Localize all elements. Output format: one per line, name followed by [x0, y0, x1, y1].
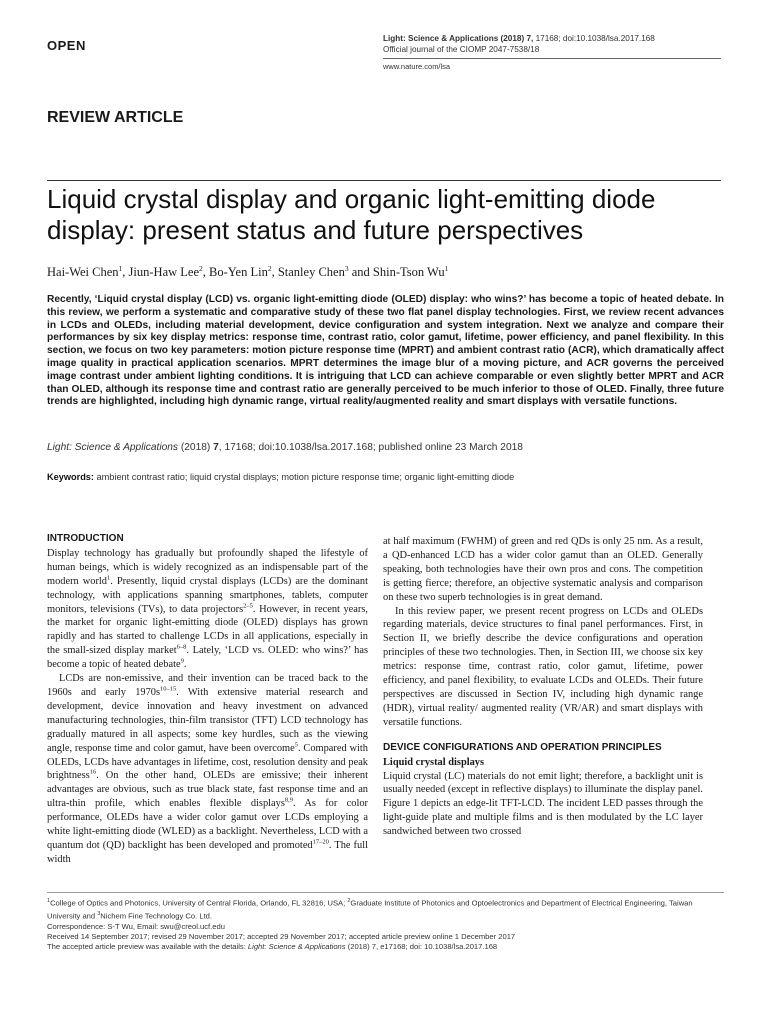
- author-affiliation-marker: 2: [199, 264, 203, 273]
- open-access-label: OPEN: [47, 38, 86, 53]
- preview-note: [47, 942, 727, 952]
- preview-prefix: The accepted article preview was available with the details:: [47, 942, 248, 952]
- section-heading-device: DEVICE CONFIGURATIONS AND OPERATION PRINCIPLES: [383, 741, 662, 753]
- reference-superscript: 16: [89, 768, 97, 776]
- author-name: Jiun-Haw Lee: [128, 265, 200, 280]
- citation-line: [47, 442, 724, 455]
- reference-superscript: 6–8: [176, 643, 187, 651]
- reference-superscript: 8,9: [284, 796, 294, 804]
- reference-superscript: 9: [180, 657, 184, 665]
- citation-volume: 7: [213, 442, 219, 453]
- preview-rest: (2018) 7, e17168; doi: 10.1038/lsa.2017.168: [345, 942, 498, 952]
- journal-official-line: Official journal of the CIOMP 2047-7538/18: [383, 45, 540, 54]
- preview-journal: Light: Science & Applications: [247, 942, 346, 952]
- journal-doi: 17168; doi:10.1038/lsa.2017.168: [533, 34, 655, 43]
- reference-superscript: 1: [47, 898, 51, 904]
- article-type-label: REVIEW ARTICLE: [47, 109, 184, 126]
- author-affiliation-marker: 1: [444, 264, 449, 273]
- affiliations-note: $^1$College of Optics and Photonics, University of Central Florida, Orlando, FL 32816, USA; $^2$Graduate Institute of Photonics and Optoelectronics and Department of Electrical Engineering, Taiwan University and $^3$Nichem Fine Technology Co. Ltd.: [47, 898, 693, 921]
- citation-year: (2018): [178, 442, 214, 453]
- reference-superscript: 17–20: [312, 838, 329, 846]
- correspondence-note: Correspondence: S-T Wu, Email: swu@creol.ucf.edu: [47, 921, 225, 931]
- article-title: Liquid crystal display and organic light-emitting diode display: present status and future perspectives: [47, 184, 656, 245]
- journal-year-vol: (2018) 7,: [500, 34, 534, 43]
- reference-superscript: 5: [294, 741, 298, 749]
- title-rule: [47, 180, 721, 181]
- header-rule: [383, 58, 721, 59]
- author-affiliation-marker: 1: [118, 264, 123, 273]
- reference-superscript: 3: [97, 910, 101, 917]
- journal-citation-header: [383, 33, 723, 55]
- author-name: Stanley Chen: [277, 265, 345, 280]
- journal-name: Light: Science & Applications: [383, 34, 499, 43]
- body-column-left: [47, 532, 368, 867]
- body-column-right: [383, 535, 703, 839]
- body-paragraph: at half maximum (FWHM) of green and red QDs is only 25 nm. As a result, a QD-enhanced LCD has a wider color gamut than an OLED. Generally speaking, both technologies have their own pros and cons. The competition is getting fierce; therefore, an objective systematic analysis and comparison on these two superb technologies is in great demand.: [383, 536, 703, 603]
- received-note: Received 14 September 2017; revised 29 November 2017; accepted 29 November 2017; accepted article preview online 1 December 2017: [47, 931, 516, 941]
- body-paragraph: Liquid crystal (LC) materials do not emit light; therefore, a backlight unit is usually needed (except in reflective displays) to illuminate the display panel. Figure 1 depicts an edge-lit TFT-LCD. The incident LED passes through the light-guide plate and multiple films and is then modulated by the LC layer sandwiched between two crossed: [383, 770, 703, 838]
- subsection-heading-lcd: Liquid crystal displays: [383, 756, 485, 768]
- body-paragraph: In this review paper, we present recent progress on LCDs and OLEDs regarding materials, device structures to final panel performances. First, in Section II, we briefly describe the device configurations and operation principles of these two technologies. Then, in Section III, we choose six key metrics: response time, contrast ratio, color gamut, lifetime, power efficiency, and panel flexibility, to evaluate LCDs and OLEDs. Their future perspectives are discussed in Section IV, including high dynamic range (HDR), virtual reality/ augmented reality (VR/AR) and smart displays with versatile functions.: [383, 605, 703, 728]
- keywords-text: ambient contrast ratio; liquid crystal displays; motion picture response time; organic light-emitting diode: [93, 472, 515, 482]
- author-affiliation-marker: 3: [344, 264, 349, 273]
- section-heading-introduction: INTRODUCTION: [47, 533, 124, 544]
- author-name: Hai-Wei Chen: [47, 265, 119, 280]
- author-name: Shin-Tson Wu: [372, 265, 445, 280]
- author-affiliation-marker: 2: [267, 264, 272, 273]
- body-paragraph: LCDs are non-emissive, and their invention can be traced back to the 1960s and early $1970s^{10-15}$. With extensive material research and development, device innovation and heavy investment on advanced manufacturing technologies, thin-film transistor (TFT) LCD technology has gradually matured in all aspects; some key hurdles, such as the viewing angle, response time and color gamut, have been overcome$^5$. Compared with OLEDs, LCDs have advantages in lifetime, cost, resolution density and peak brightness$^{16}$. On the other hand, OLEDs are emissive; their inherent advantages are obvious, such as true black state, fast response time and an ultra-thin profile, which enables flexible displays$^{8,9}$. As for color performance, OLEDs have a wider color gamut over LCDs employing a white light-emitting diode (WLED) as a backlight. Nevertheless, LCD with a quantum dot (QD) backlight has been developed and promoted$^{17-20}$. The full width: [47, 673, 368, 865]
- abstract: Recently, ‘Liquid crystal display (LCD) vs. organic light-emitting diode (OLED) display: who wins?’ has become a topic of heated debate. In this review, we perform a systematic and comparative study of these two flat panel display technologies. First, we review recent advances in LCDs and OLEDs, including material development, device configuration and system integration. Next we analyze and compare their performances by six key display metrics: response time, contrast ratio, color gamut, lifetime, power efficiency, and panel flexibility. In this section, we focus on two key parameters: motion picture response time (MPRT) and ambient contrast ratio (ACR), which dramatically affect image quality in practical application scenarios. MPRT determines the image blur of a moving picture, and ACR governs the perceived image contrast under ambient lighting conditions. It is intriguing that LCD can achieve comparable or even slightly better MPRT and ACR than OLED, although its response time and contrast ratio are generally perceived to be much inferior to those of OLED. Finally, three future trends are highlighted, including high dynamic range, virtual reality/augmented reality and smart displays with versatile functions.: [47, 294, 724, 408]
- keywords-line: [47, 471, 724, 483]
- citation-journal: Light: Science & Applications: [47, 442, 179, 453]
- citation-rest: , 17168; doi:10.1038/lsa.2017.168; published online 23 March 2018: [218, 442, 523, 453]
- reference-superscript: 1: [107, 574, 111, 582]
- footnote-rule: [47, 892, 724, 893]
- author-list: Hai-Wei Chen$^1$, Jiun-Haw Lee$^2$, Bo-Yen Lin$^2$, Stanley Chen$^3$ and Shin-Tson Wu$^1$: [47, 264, 449, 280]
- reference-superscript: 10–15: [160, 685, 177, 693]
- keywords-label: Keywords:: [47, 472, 94, 482]
- reference-superscript: 2–5: [243, 602, 253, 610]
- journal-url-link[interactable]: www.nature.com/lsa: [383, 62, 451, 71]
- reference-superscript: 2: [347, 898, 351, 904]
- body-paragraph: Display technology has gradually but profoundly shaped the lifestyle of human beings, which is widely recognized as an indispensable part of the modern world$^1$. Presently, liquid crystal displays (LCDs) are the dominant technology, with applications spanning smartphones, tablets, computer monitors, televisions (TVs), to data projectors$^{2-5}$. However, in recent years, the market for organic light-emitting diode (OLED) displays has grown rapidly and has started to challenge LCDs in all applications, especially in the small-sized display market$^{6-8}$. Lately, ‘LCD vs. OLED: who wins?’ has become a topic of heated debate$^9$.: [47, 547, 368, 671]
- author-name: Bo-Yen Lin: [209, 265, 268, 280]
- footnotes: [47, 896, 727, 953]
